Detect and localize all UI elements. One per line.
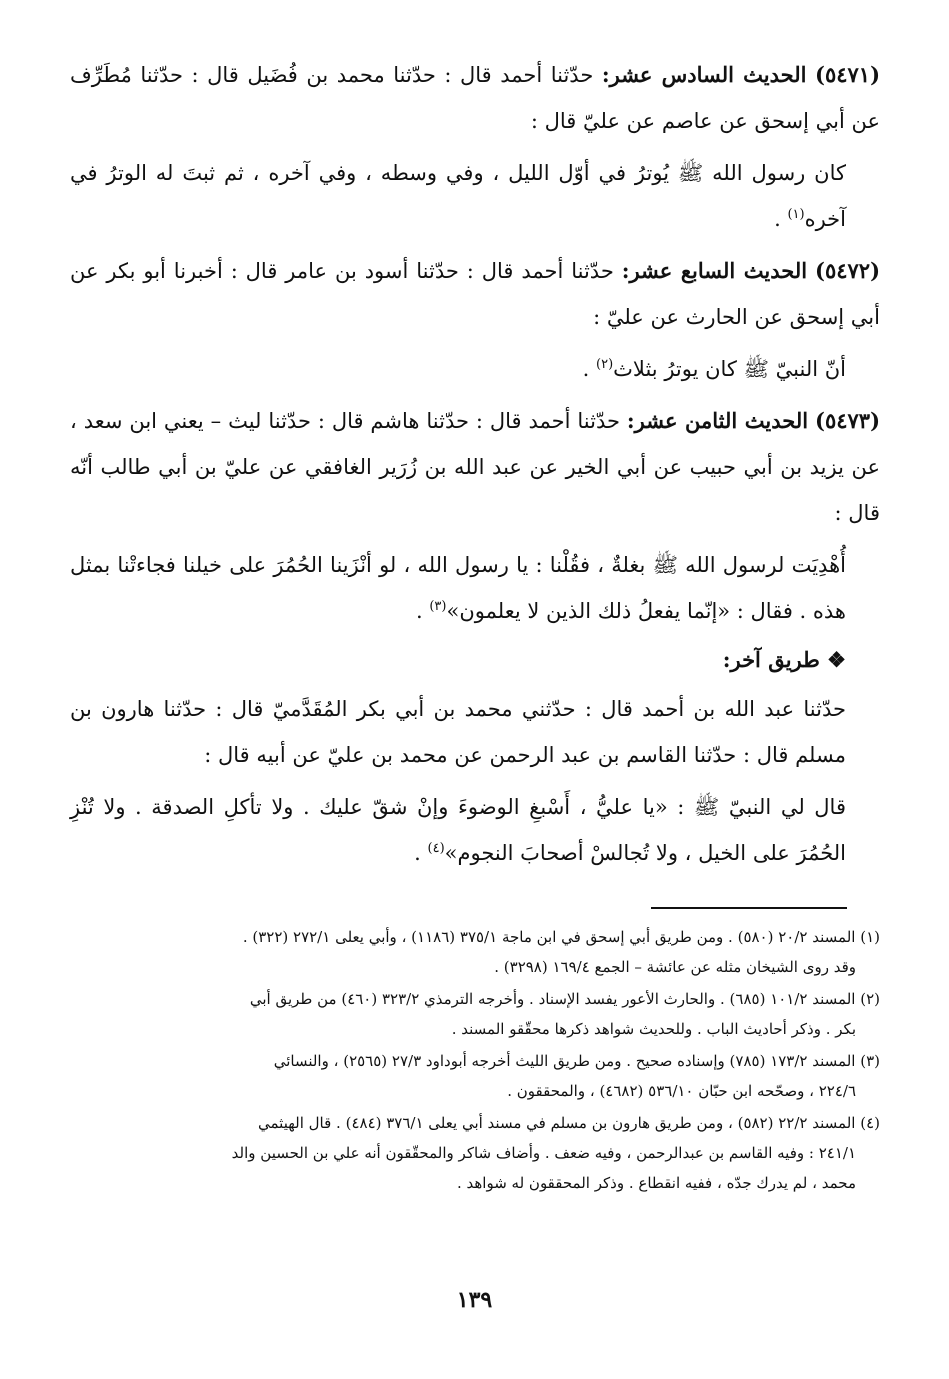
main-text [70,52,880,882]
hadith-number: (٥٤٧٣) [815,408,880,433]
matn-text: أنّ النبيّ ﷺ كان يوترُ بثلاث [613,357,846,381]
matn-end: . [414,841,428,865]
footnote-text: المسند ٢٢/٢ (٥٨٢) ، ومن طريق هارون بن مسلم في مسند أبي يعلى ٣٧٦/١ (٤٨٤) . قال الهيثمي [258,1114,856,1132]
hadith-heading: الحديث السابع عشر: [621,258,808,283]
isnad-alternate [70,686,880,778]
footnote-1 [70,922,880,982]
isnad-text: حدّثنا أحمد قال : حدّثنا أسود بن عامر قال : أخبرنا أبو بكر عن أبي إسحق عن الحارث عن عليّ : [70,259,880,329]
footnote-separator [651,907,847,909]
footnote-text: المسند ٢٠/٢ (٥٨٠) . ومن طريق أبي إسحق في ابن ماجة ٣٧٥/١ (١١٨٦) ، وأبي يعلى ٢٧٢/١ (٣٢٢) . [242,928,856,946]
footnote-text-cont: ٢٤١/١ : وفيه القاسم بن عبدالرحمن ، وفيه ضعف . وأضاف شاكر والمحقّقون أنه علي بن الحسين والد [231,1144,856,1162]
matn-text: كان رسول الله ﷺ يُوترُ في أوّل الليل ، وفي وسطه ، وفي آخره ، ثم ثبتَ له الوترُ في آخره [70,161,846,231]
footnote-2 [70,984,880,1044]
footnote-text-cont: محمد ، لم يدرك جدّه ، ففيه انقطاع . وذكر المحققون له شواهد . [456,1174,856,1192]
isnad-text: حدّثنا أحمد قال : حدّثنا هاشم قال : حدّثنا ليث – يعني ابن سعد ، عن يزيد بن أبي حبيب عن أبي الخير عن عبد الله بن زُرَير الغافقي عن عليّ بن أبي طالب أنّه قال : [70,409,880,525]
matn-text: أُهْدِيَت لرسول الله ﷺ بغلةٌ ، فقُلْنا : يا رسول الله ، لو أنْزَينا الحُمُرَ على خيلنا فجاءتْنا بمثل هذه . فقال : «إنّما يفعلُ ذلك الذين لا يعلمون» [70,553,846,623]
footnote-label: (٣) [860,1052,880,1070]
isnad-text: حدّثنا عبد الله بن أحمد قال : حدّثني محمد بن أبي بكر المُقَدَّميّ قال : حدّثنا هارون بن مسلم قال : حدّثنا القاسم بن عبد الرحمن عن محمد بن عليّ عن أبيه قال : [70,697,846,767]
hadith-number: (٥٤٧٢) [815,258,880,283]
footnote-3 [70,1046,880,1106]
footnote-label: (١) [860,928,880,946]
hadith-5471 [70,52,880,144]
matn-5471 [70,150,880,242]
footnote-ref: (١) [787,207,805,222]
section-subheading: ❖ طريق آخر: [722,647,846,672]
page-number: ١٣٩ [456,1287,493,1313]
footnote-ref: (٢) [596,357,614,372]
footnote-text-cont: وقد روى الشيخان مثله عن عائشة – الجمع ١٦٩/٤ (٣٢٩٨) . [494,958,856,976]
footnote-text-cont: ٢٢٤/٦ ، وصحّحه ابن حبّان ٥٣٦/١٠ (٤٦٨٢) ، والمحققون . [507,1082,856,1100]
footnote-label: (٤) [860,1114,880,1132]
hadith-heading: الحديث الثامن عشر: [626,408,809,433]
footnote-ref: (٤) [427,841,445,856]
matn-end: . [415,599,430,623]
isnad-text: حدّثنا أحمد قال : حدّثنا محمد بن فُضَيل قال : حدّثنا مُطَرِّف عن أبي إسحق عن عاصم عن عليّ قال : [70,63,880,133]
footnote-text: المسند ١٠١/٢ (٦٨٥) . والحارث الأعور يفسد الإسناد . وأخرجه الترمذي ٣٢٣/٢ (٤٦٠) من طريق أبي [249,990,856,1008]
footnote-text: المسند ١٧٣/٢ (٧٨٥) وإسناده صحيح . ومن طريق الليث أخرجه أبوداود ٢٧/٣ (٢٥٦٥) ، والنسائي [273,1052,856,1070]
matn-5473 [70,542,880,634]
hadith-number: (٥٤٧١) [815,62,880,87]
matn-end: . [774,207,788,231]
footnote-4 [70,1108,880,1198]
hadith-5472 [70,248,880,340]
footnote-label: (٢) [860,990,880,1008]
matn-text: قال لي النبيّ ﷺ : «يا عليُّ ، أَسْبغِ الوضوءَ وإنْ شقّ عليك . ولا تأكلِ الصدقة . ولا تُنْزِ الحُمُرَ على الخيل ، ولا تُجالسْ أصحابَ النجوم» [70,795,846,865]
hadith-heading: الحديث السادس عشر: [601,62,807,87]
footnotes [70,922,880,1200]
matn-alternate [70,784,880,876]
hadith-5473 [70,398,880,536]
footnote-ref: (٣) [429,599,447,614]
footnote-text-cont: بكر . وذكر أحاديث الباب . وللحديث شواهد ذكرها محقّقو المسند . [451,1020,856,1038]
matn-end: . [582,357,597,381]
matn-5472 [70,346,880,392]
